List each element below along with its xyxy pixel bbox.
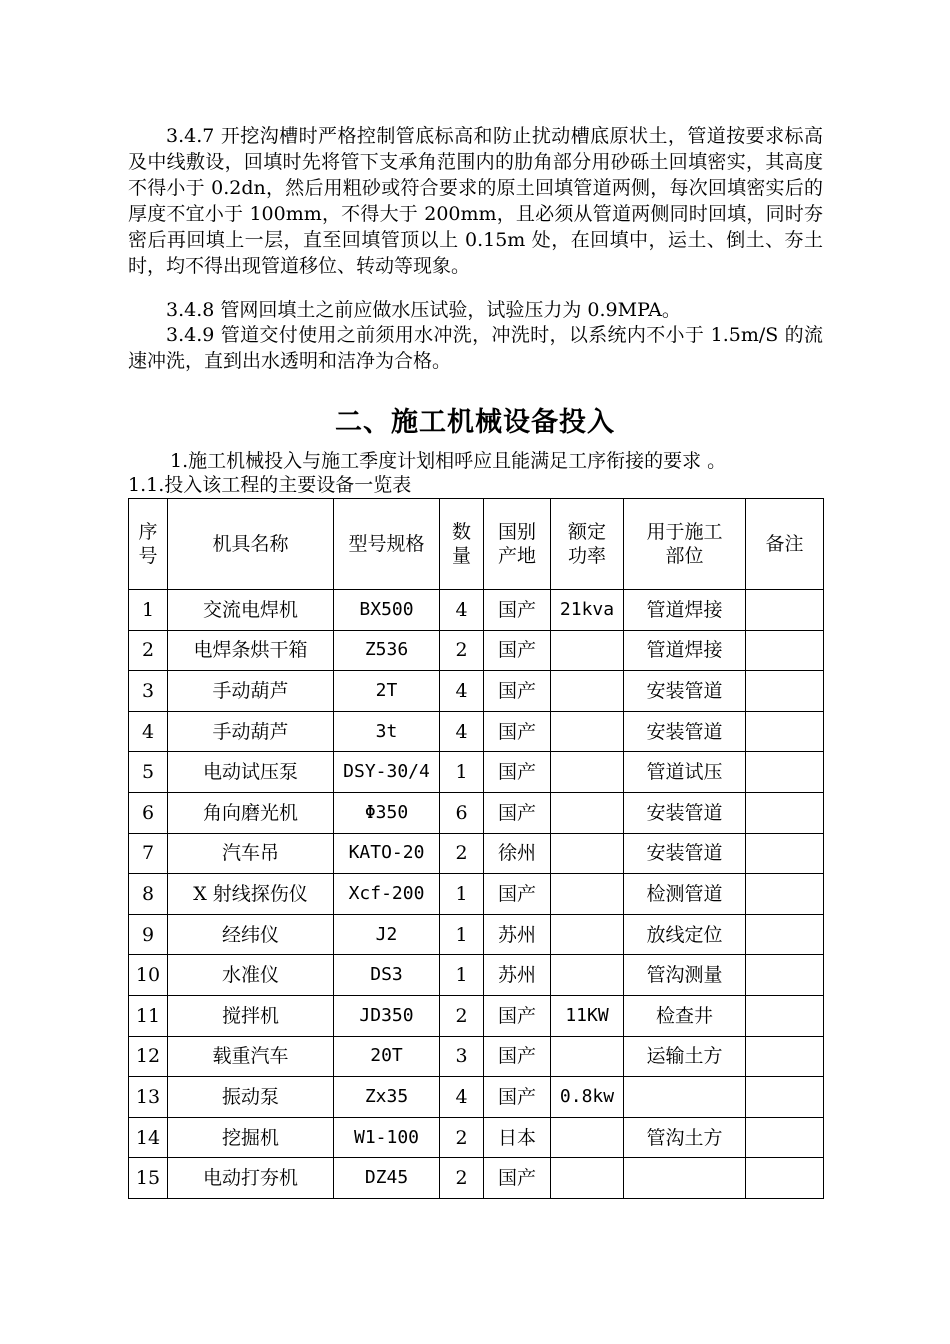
cell-model: J2 xyxy=(334,914,440,955)
table-row xyxy=(129,590,824,631)
cell-power: 11KW xyxy=(551,995,624,1036)
cell-remark xyxy=(746,955,824,996)
cell-no: 6 xyxy=(129,792,168,833)
cell-remark xyxy=(746,752,824,793)
cell-qty: 4 xyxy=(440,590,484,631)
header-origin: 国别产地 xyxy=(484,499,551,590)
cell-use: 检查井 xyxy=(624,995,746,1036)
cell-power xyxy=(551,955,624,996)
cell-model: 3t xyxy=(334,711,440,752)
equipment-table xyxy=(128,498,824,1199)
cell-power xyxy=(551,833,624,874)
cell-qty: 3 xyxy=(440,1036,484,1077)
table-row xyxy=(129,833,824,874)
cell-origin: 国产 xyxy=(484,752,551,793)
table-row xyxy=(129,671,824,712)
cell-remark xyxy=(746,1117,824,1158)
cell-origin: 国产 xyxy=(484,671,551,712)
cell-remark xyxy=(746,995,824,1036)
cell-power: 0.8kw xyxy=(551,1077,624,1118)
cell-origin: 苏州 xyxy=(484,914,551,955)
cell-name: 手动葫芦 xyxy=(168,711,334,752)
cell-origin: 徐州 xyxy=(484,833,551,874)
cell-qty: 2 xyxy=(440,833,484,874)
table-row xyxy=(129,792,824,833)
header-name: 机具名称 xyxy=(168,499,334,590)
cell-name: 汽车吊 xyxy=(168,833,334,874)
section-heading: 二、施工机械设备投入 xyxy=(335,407,615,438)
header-use: 用于施工部位 xyxy=(624,499,746,590)
cell-model: DS3 xyxy=(334,955,440,996)
intro-line: 1.施工机械投入与施工季度计划相呼应且能满足工序衔接的要求 。 xyxy=(170,450,727,472)
cell-remark xyxy=(746,671,824,712)
paragraph-3-4-7: 3.4.7 开挖沟槽时严格控制管底标高和防止扰动槽底原状土，管道按要求标高及中线敷设，回填时先将管下支承角范围内的肋角部分用砂砾土回填密实，其高度不得小于 0.2dn，然后用粗砂或符合要求的原土回填管道两侧，每次回填密实后的厚度不宜小于 100mm，不得大于 200mm，且必须从管道两侧同时回填，同时夯密后再回填上一层，直至回填管顶以上 0.15m 处，在回填中，运土、倒土、夯土时，均不得出现管道移位、转动等现象。 xyxy=(128,125,823,277)
cell-no: 5 xyxy=(129,752,168,793)
cell-remark xyxy=(746,833,824,874)
table-row xyxy=(129,914,824,955)
cell-name: 载重汽车 xyxy=(168,1036,334,1077)
cell-origin: 苏州 xyxy=(484,955,551,996)
header-power: 额定功率 xyxy=(551,499,624,590)
cell-no: 15 xyxy=(129,1158,168,1199)
table-row xyxy=(129,1077,824,1118)
cell-qty: 2 xyxy=(440,1158,484,1199)
cell-model: BX500 xyxy=(334,590,440,631)
cell-qty: 1 xyxy=(440,752,484,793)
table-row xyxy=(129,955,824,996)
table-row xyxy=(129,1036,824,1077)
cell-no: 12 xyxy=(129,1036,168,1077)
cell-power xyxy=(551,1036,624,1077)
cell-no: 14 xyxy=(129,1117,168,1158)
cell-use: 安装管道 xyxy=(624,711,746,752)
cell-qty: 6 xyxy=(440,792,484,833)
cell-origin: 国产 xyxy=(484,1077,551,1118)
cell-use xyxy=(624,1077,746,1118)
cell-no: 8 xyxy=(129,874,168,915)
cell-model: W1-100 xyxy=(334,1117,440,1158)
cell-qty: 1 xyxy=(440,874,484,915)
cell-qty: 4 xyxy=(440,711,484,752)
cell-name: 角向磨光机 xyxy=(168,792,334,833)
table-row xyxy=(129,1158,824,1199)
cell-remark xyxy=(746,711,824,752)
cell-power xyxy=(551,1117,624,1158)
cell-no: 9 xyxy=(129,914,168,955)
cell-power xyxy=(551,1158,624,1199)
cell-power xyxy=(551,752,624,793)
cell-use: 安装管道 xyxy=(624,671,746,712)
table-row xyxy=(129,752,824,793)
paragraph-3-4-9: 3.4.9 管道交付使用之前须用水冲洗，冲洗时，以系统内不小于 1.5m/S 的流速冲洗，直到出水透明和洁净为合格。 xyxy=(128,324,823,372)
cell-qty: 1 xyxy=(440,914,484,955)
cell-no: 7 xyxy=(129,833,168,874)
cell-model: DZ45 xyxy=(334,1158,440,1199)
cell-no: 4 xyxy=(129,711,168,752)
cell-remark xyxy=(746,1077,824,1118)
cell-use: 管沟土方 xyxy=(624,1117,746,1158)
cell-no: 10 xyxy=(129,955,168,996)
cell-name: 挖掘机 xyxy=(168,1117,334,1158)
header-qty: 数量 xyxy=(440,499,484,590)
paragraph-3-4-8: 3.4.8 管网回填土之前应做水压试验，试验压力为 0.9MPA。 xyxy=(166,299,681,321)
cell-power xyxy=(551,874,624,915)
table-body xyxy=(129,590,824,1199)
cell-qty: 2 xyxy=(440,1117,484,1158)
cell-model: 2T xyxy=(334,671,440,712)
cell-model: JD350 xyxy=(334,995,440,1036)
cell-origin: 国产 xyxy=(484,590,551,631)
cell-use: 安装管道 xyxy=(624,792,746,833)
cell-name: 振动泵 xyxy=(168,1077,334,1118)
cell-no: 13 xyxy=(129,1077,168,1118)
cell-origin: 日本 xyxy=(484,1117,551,1158)
cell-use xyxy=(624,1158,746,1199)
table-caption: 1.1.投入该工程的主要设备一览表 xyxy=(128,474,412,496)
cell-use: 安装管道 xyxy=(624,833,746,874)
header-remark: 备注 xyxy=(746,499,824,590)
cell-power xyxy=(551,914,624,955)
cell-model: Z536 xyxy=(334,630,440,671)
table-header-row xyxy=(129,499,824,590)
cell-remark xyxy=(746,1036,824,1077)
cell-use: 管沟测量 xyxy=(624,955,746,996)
cell-model: Φ350 xyxy=(334,792,440,833)
cell-origin: 国产 xyxy=(484,1036,551,1077)
cell-power xyxy=(551,671,624,712)
cell-origin: 国产 xyxy=(484,711,551,752)
cell-origin: 国产 xyxy=(484,1158,551,1199)
cell-model: Xcf-200 xyxy=(334,874,440,915)
cell-name: 电动打夯机 xyxy=(168,1158,334,1199)
cell-qty: 2 xyxy=(440,630,484,671)
cell-remark xyxy=(746,874,824,915)
cell-name: 搅拌机 xyxy=(168,995,334,1036)
cell-power xyxy=(551,711,624,752)
cell-remark xyxy=(746,630,824,671)
cell-no: 11 xyxy=(129,995,168,1036)
cell-qty: 4 xyxy=(440,1077,484,1118)
cell-origin: 国产 xyxy=(484,874,551,915)
cell-origin: 国产 xyxy=(484,630,551,671)
cell-use: 管道焊接 xyxy=(624,630,746,671)
cell-name: 经纬仪 xyxy=(168,914,334,955)
cell-qty: 4 xyxy=(440,671,484,712)
cell-use: 管道试压 xyxy=(624,752,746,793)
cell-use: 检测管道 xyxy=(624,874,746,915)
cell-no: 3 xyxy=(129,671,168,712)
table-row xyxy=(129,1117,824,1158)
cell-use: 放线定位 xyxy=(624,914,746,955)
cell-remark xyxy=(746,1158,824,1199)
cell-name: 手动葫芦 xyxy=(168,671,334,712)
cell-use: 运输土方 xyxy=(624,1036,746,1077)
cell-remark xyxy=(746,914,824,955)
cell-model: KATO-20 xyxy=(334,833,440,874)
table-row xyxy=(129,711,824,752)
cell-name: 电焊条烘干箱 xyxy=(168,630,334,671)
table-row xyxy=(129,995,824,1036)
cell-qty: 2 xyxy=(440,995,484,1036)
table-row xyxy=(129,874,824,915)
cell-no: 1 xyxy=(129,590,168,631)
cell-qty: 1 xyxy=(440,955,484,996)
cell-remark xyxy=(746,590,824,631)
cell-origin: 国产 xyxy=(484,995,551,1036)
cell-no: 2 xyxy=(129,630,168,671)
cell-origin: 国产 xyxy=(484,792,551,833)
cell-power xyxy=(551,792,624,833)
cell-model: Zx35 xyxy=(334,1077,440,1118)
cell-name: 电动试压泵 xyxy=(168,752,334,793)
cell-remark xyxy=(746,792,824,833)
cell-name: X 射线探伤仪 xyxy=(168,874,334,915)
table-row xyxy=(129,630,824,671)
cell-power xyxy=(551,630,624,671)
cell-use: 管道焊接 xyxy=(624,590,746,631)
cell-power: 21kva xyxy=(551,590,624,631)
cell-name: 水准仪 xyxy=(168,955,334,996)
cell-model: DSY-30/4 xyxy=(334,752,440,793)
cell-name: 交流电焊机 xyxy=(168,590,334,631)
header-no: 序号 xyxy=(129,499,168,590)
header-model: 型号规格 xyxy=(334,499,440,590)
cell-model: 20T xyxy=(334,1036,440,1077)
